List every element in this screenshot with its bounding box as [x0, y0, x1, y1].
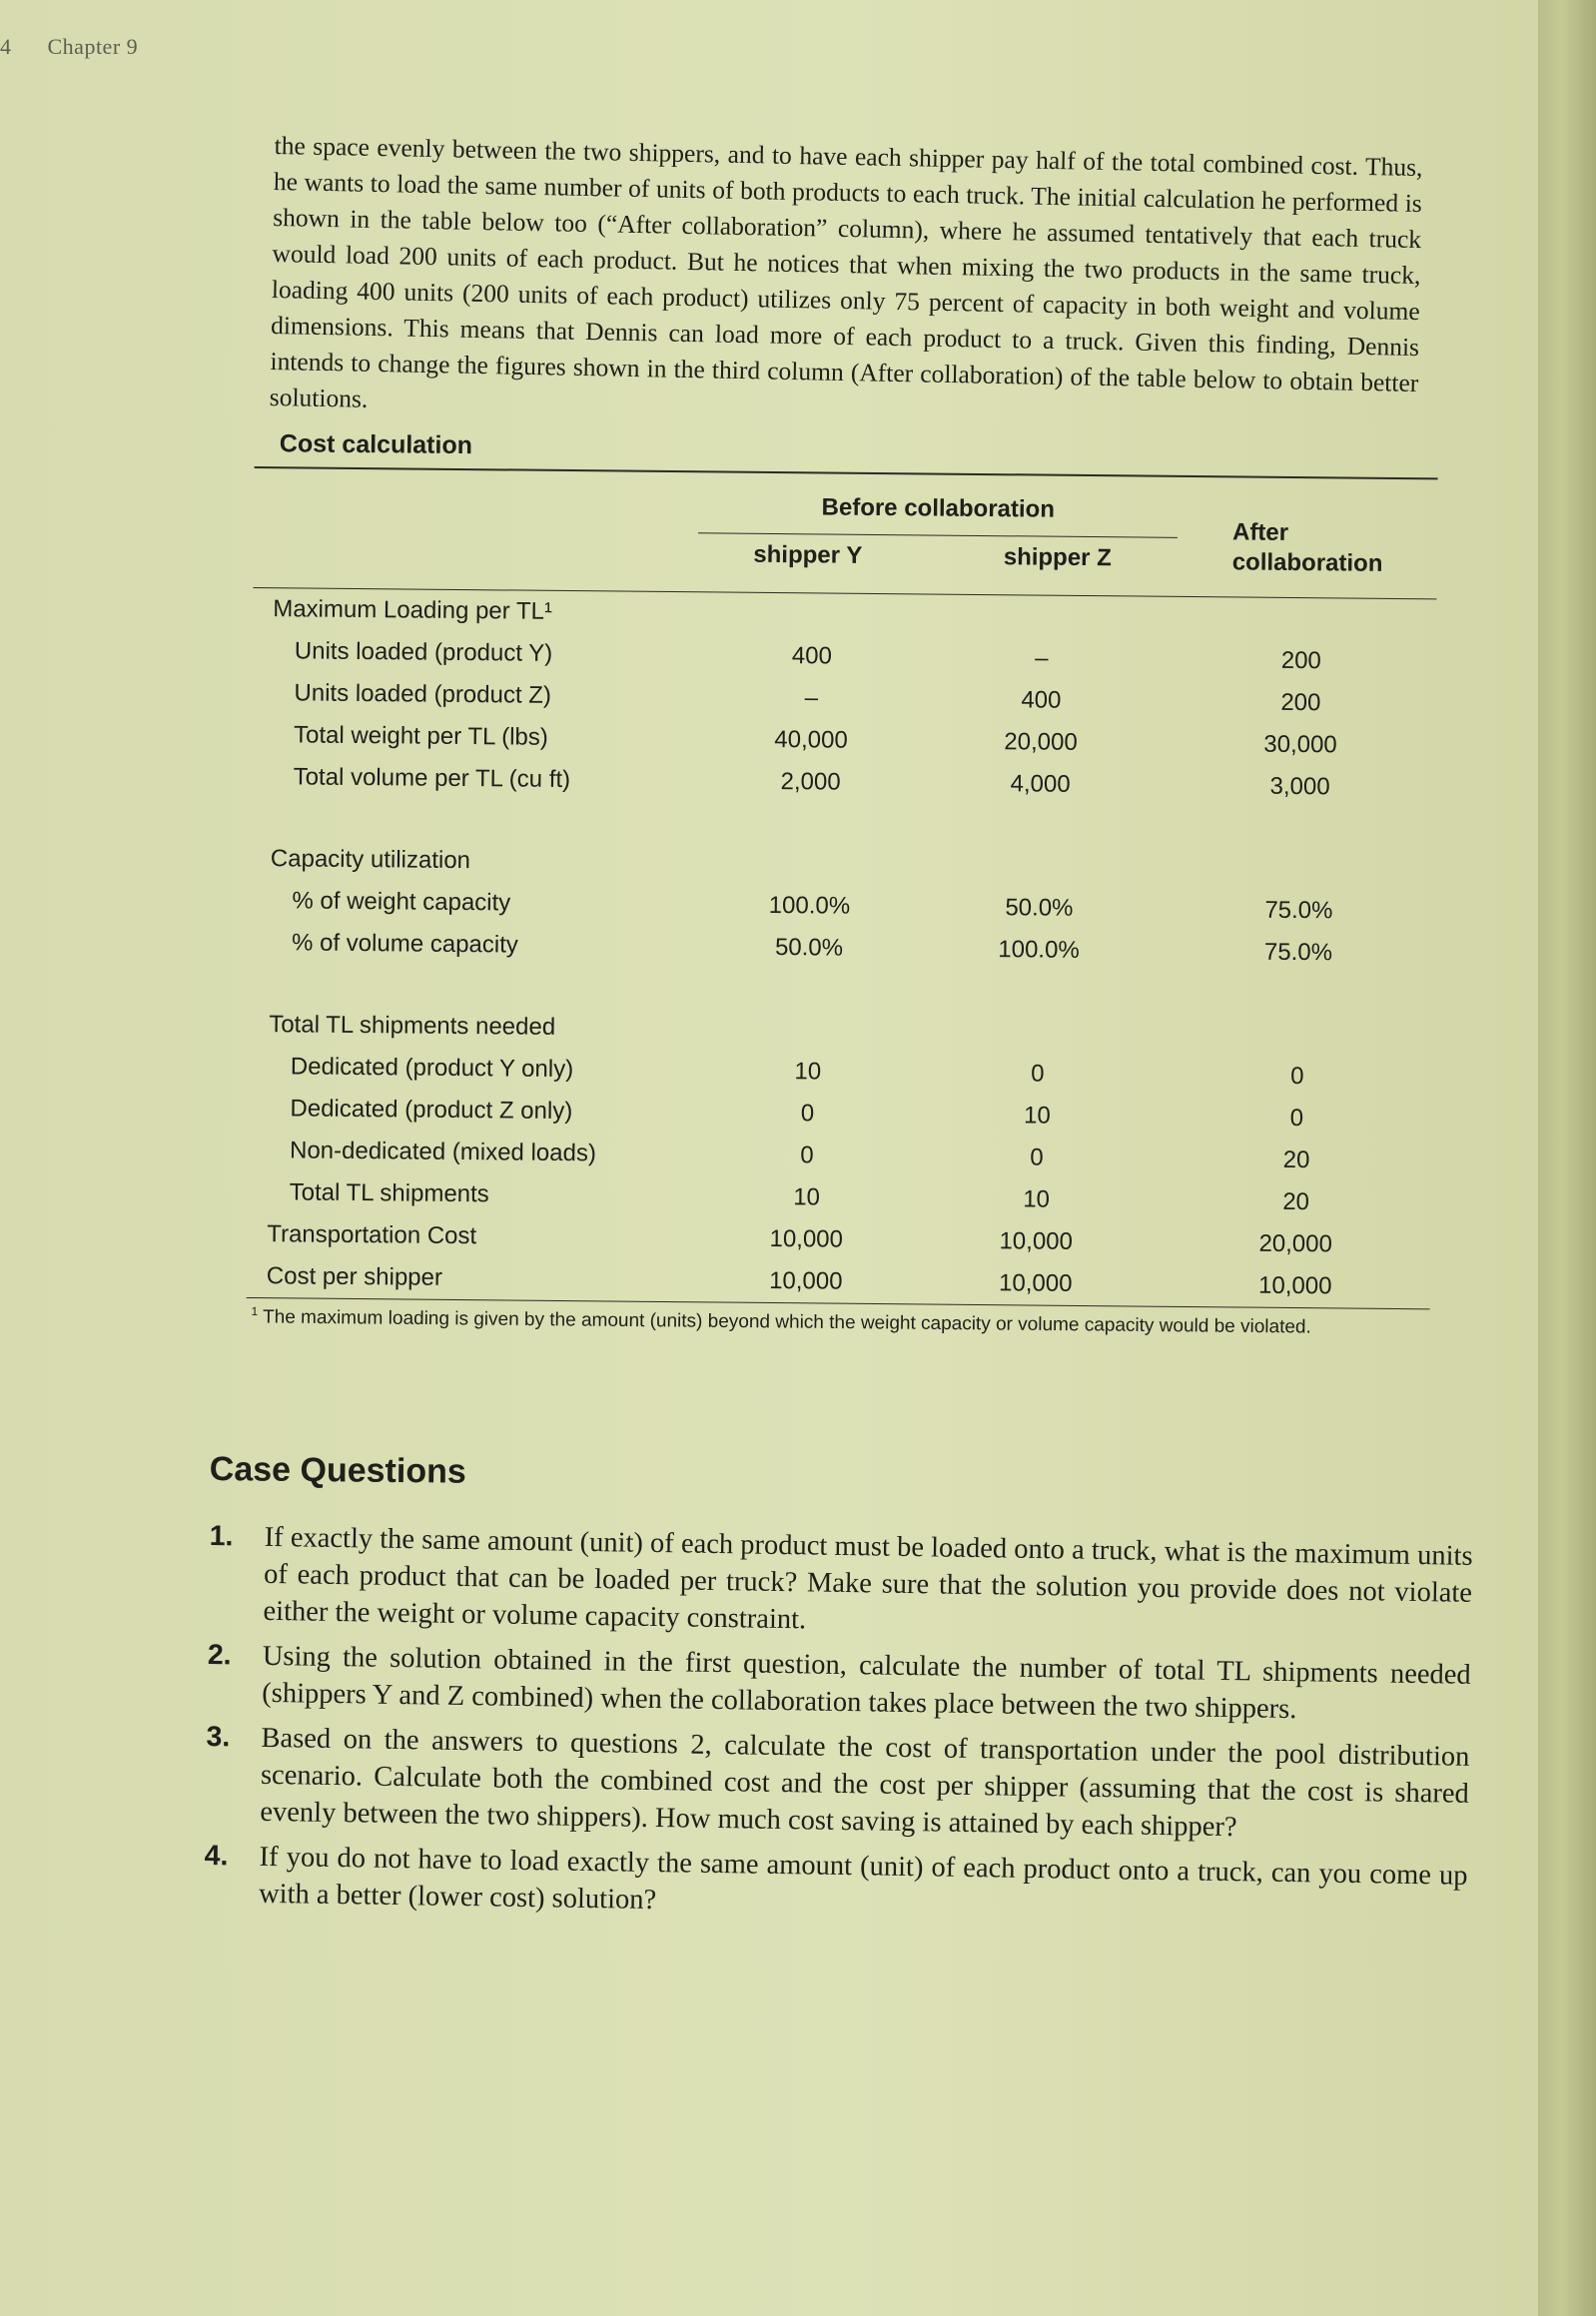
cell-after: 200 — [1280, 646, 1321, 675]
cell-y: 2,000 — [780, 768, 841, 796]
question-number: 3. — [206, 1720, 231, 1754]
row-label: Maximum Loading per TL¹ — [273, 595, 553, 625]
page-number: 4 — [0, 34, 12, 59]
cell-z: 10 — [1023, 1102, 1051, 1130]
table-body — [247, 588, 1437, 1308]
row-label: Dedicated (product Z only) — [290, 1095, 573, 1126]
cell-after: 0 — [1290, 1062, 1304, 1091]
row-label: Dedicated (product Y only) — [290, 1053, 574, 1084]
case-questions-title: Case Questions — [209, 1450, 466, 1491]
cell-z: 50.0% — [1005, 894, 1074, 922]
cell-y: 0 — [800, 1100, 815, 1128]
cell-after: 20 — [1282, 1146, 1310, 1174]
question-text: Based on the answers to questions 2, calculate the cost of transportation under the pool distribution scenario. Calculate both the combined cost and the cost per shipper (assuming that the cost is shared evenly between the two shippers). How much cost saving is attained by each shipper? — [260, 1722, 1470, 1844]
intro-text: the space evenly between the two shippers, and to have each shipper pay half of the total combined cost. Thus, he wants to load the same number of units of both products to each truck. The initial calculation he performed is shown in the table below too (“After collaboration” column), where he assumed tentatively that each truck would load 200 units of each product. But he notices that when mixing the two products in the same truck, loading 400 units (200 units of each product) utilizes only 75 percent of capacity in both weight and volume dimensions. This means that Dennis can load more of each product to a truck. Given this finding, Dennis intends to change the figures shown in the third column (After collaboration) of the table below to obtain better solutions. — [269, 130, 1423, 413]
case-question — [204, 1838, 1468, 1931]
cell-y: 100.0% — [768, 891, 851, 920]
row-label: Capacity utilization — [270, 845, 471, 875]
cell-y: 10 — [793, 1183, 821, 1211]
cell-y: 10,000 — [769, 1224, 844, 1253]
cell-z: 20,000 — [1004, 728, 1078, 756]
question-text: If you do not have to load exactly the same amount (unit) of each product onto a truck, can you come up with a better (lower cost) solution? — [258, 1841, 1468, 1917]
cell-after: 20,000 — [1258, 1229, 1333, 1258]
shipper-z-header: shipper Z — [1003, 543, 1112, 572]
page-edge — [1538, 0, 1596, 2316]
question-number: 1. — [209, 1519, 234, 1553]
question-text: Using the solution obtained in the first question, calculate the number of total TL shipments needed (shippers Y and Z combined) when the collaboration takes place between the two shippers. — [262, 1640, 1471, 1726]
row-label: Units loaded (product Z) — [294, 679, 552, 709]
row-label: Total weight per TL (lbs) — [293, 721, 548, 751]
cell-z: 0 — [1030, 1144, 1044, 1171]
cost-table — [246, 429, 1438, 1340]
footnote-mark: 1 — [251, 1304, 259, 1319]
row-label: Total volume per TL (cu ft) — [293, 763, 571, 794]
cell-after: 20 — [1282, 1187, 1310, 1216]
cell-after: 200 — [1280, 688, 1321, 717]
cell-y: 10,000 — [769, 1266, 843, 1295]
after-collaboration-header: After collaboration — [1231, 518, 1383, 577]
cell-z: 10,000 — [998, 1269, 1073, 1297]
cell-y: 50.0% — [774, 934, 844, 962]
cell-y: – — [804, 684, 819, 712]
question-text: If exactly the same amount (unit) of each product must be loaded onto a truck, what is the maximum units of each product that can be loaded per truck? Make sure that the solution you provide does not violate either the weight or volume capacity constraint. — [263, 1521, 1473, 1636]
cell-after: 10,000 — [1257, 1271, 1332, 1300]
row-label: Total TL shipments — [289, 1178, 489, 1208]
cell-z: 10 — [1023, 1185, 1051, 1213]
row-label: Total TL shipments needed — [269, 1011, 556, 1041]
row-label: % of weight capacity — [292, 887, 511, 917]
cell-z: 0 — [1031, 1060, 1045, 1088]
cell-z: 400 — [1021, 686, 1062, 714]
cell-after: 75.0% — [1264, 896, 1333, 925]
row-label: % of volume capacity — [291, 929, 518, 959]
table-header — [253, 468, 1437, 599]
row-label: Non-dedicated (mixed loads) — [289, 1137, 597, 1167]
question-number: 2. — [207, 1638, 232, 1672]
footnote-text: The maximum loading is given by the amount (units) beyond which the weight capacity or volume capacity would be violated. — [262, 1306, 1311, 1338]
cell-z: 4,000 — [1010, 770, 1071, 798]
cell-after: 0 — [1289, 1104, 1304, 1133]
intro-paragraph — [269, 128, 1422, 437]
cell-after: 75.0% — [1263, 938, 1333, 967]
row-label: Cost per shipper — [266, 1262, 443, 1291]
cell-z: 100.0% — [998, 936, 1080, 964]
running-head — [0, 34, 138, 60]
case-question — [208, 1518, 1473, 1649]
cell-z: 10,000 — [999, 1227, 1074, 1255]
shipper-y-header: shipper Y — [753, 540, 863, 569]
chapter-label: Chapter 9 — [47, 34, 139, 59]
table-title: Cost calculation — [279, 429, 473, 460]
before-collaboration-header: Before collaboration — [821, 493, 1056, 523]
before-header-rule — [698, 532, 1178, 538]
case-questions-list — [204, 1518, 1473, 1939]
cell-after: 30,000 — [1263, 730, 1337, 759]
case-question — [205, 1719, 1470, 1850]
cell-z: – — [1035, 644, 1049, 672]
cell-y: 10 — [794, 1058, 822, 1086]
cell-y: 400 — [791, 642, 832, 670]
case-question — [207, 1637, 1471, 1731]
question-number: 4. — [204, 1839, 229, 1873]
row-label: Units loaded (product Y) — [294, 637, 553, 667]
cell-y: 0 — [800, 1142, 814, 1169]
row-label: Transportation Cost — [267, 1220, 477, 1250]
cell-y: 40,000 — [774, 726, 848, 754]
cell-after: 3,000 — [1269, 772, 1330, 801]
